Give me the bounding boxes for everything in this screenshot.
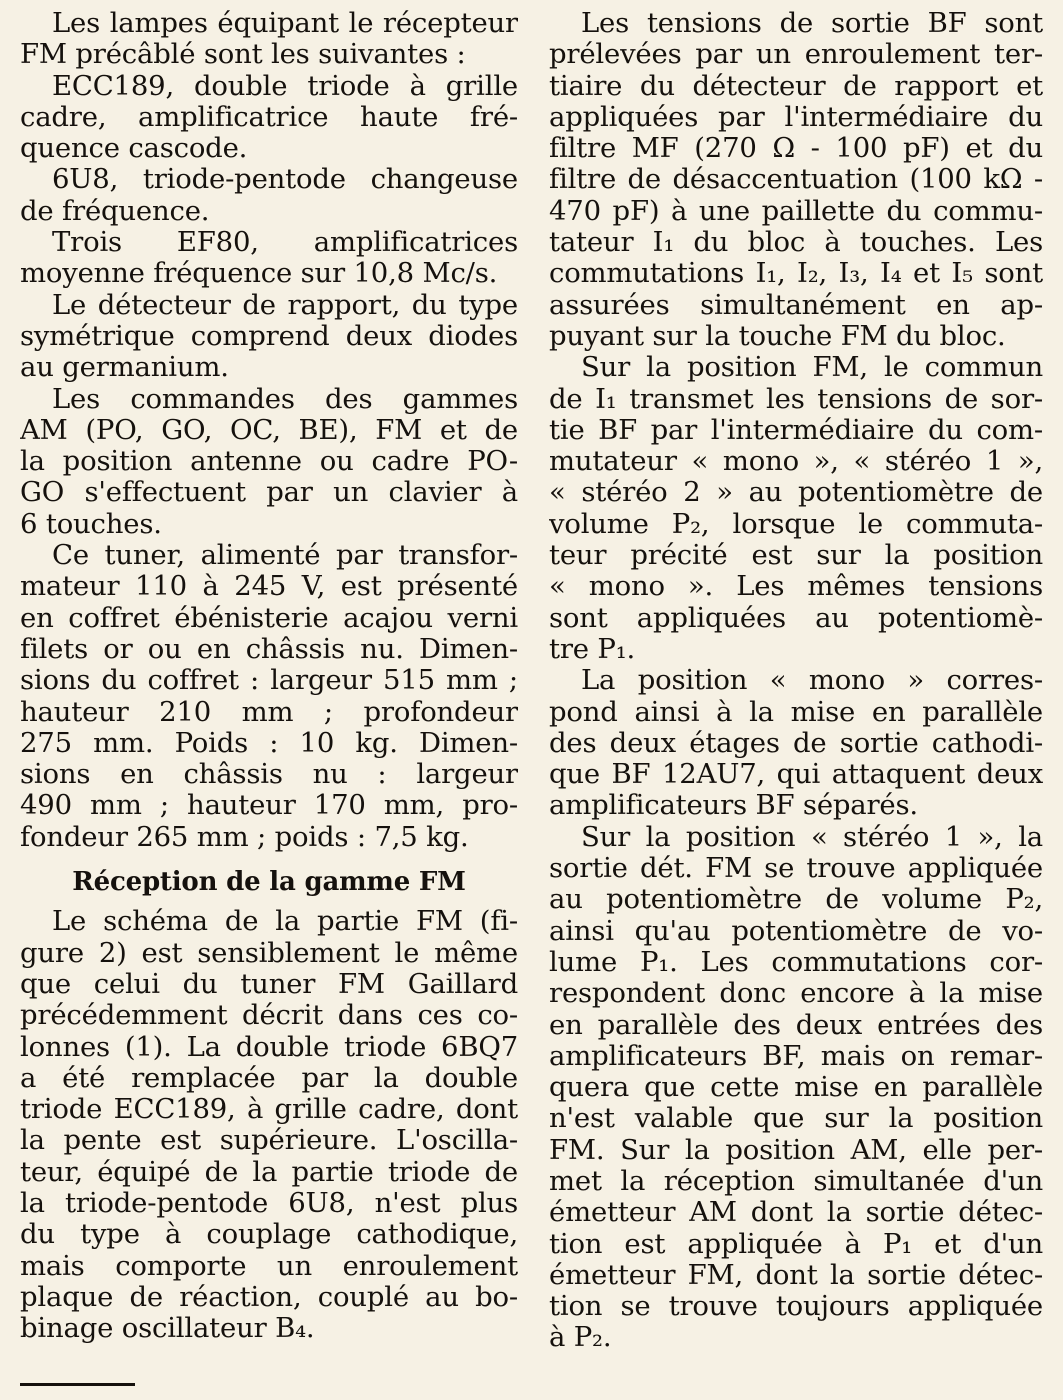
text-line: en parallèle des deux entrées des [549, 1009, 1043, 1041]
text-line: respondent donc encore à la mise [549, 978, 1043, 1010]
text-line: lume P₁. Les commutations cor- [549, 946, 1043, 978]
text-line: des deux étages de sortie cathodi- [549, 727, 1043, 759]
right-column [549, 8, 1043, 1354]
text-line: pond ainsi à la mise en parallèle [549, 696, 1043, 728]
text-line: triode ECC189, à grille cadre, dont [20, 1094, 518, 1126]
text-line: à P₂. [549, 1322, 612, 1354]
text-line: 470 pF) à une paillette du commu- [549, 195, 1043, 227]
text-line: de I₁ transmet les tensions de sor- [549, 383, 1043, 415]
left-column [20, 8, 518, 1344]
text-line: plaque de réaction, couplé au bo- [20, 1281, 518, 1313]
text-line: du type à couplage cathodique, [20, 1219, 518, 1251]
text-line: tiaire du détecteur de rapport et [549, 70, 1043, 102]
text-line: mutateur « mono », « stéréo 1 », [549, 446, 1043, 478]
text-line: Trois EF80, amplificatrices [52, 227, 518, 259]
text-line: au germanium. [20, 352, 229, 384]
text-line: la triode-pentode 6U8, n'est plus [20, 1187, 518, 1219]
text-line: sions du coffret : largeur 515 mm ; [20, 665, 518, 697]
text-line: commutations I₁, I₂, I₃, I₄ et I₅ sont [549, 258, 1043, 290]
text-line: Les commandes des gammes [52, 383, 518, 415]
text-line: la position antenne ou cadre PO- [20, 446, 518, 478]
text-line: Les tensions de sortie BF sont [581, 8, 1043, 39]
text-line: Ce tuner, alimenté par transfor- [52, 540, 518, 572]
text-line: tie BF par l'intermédiaire du com- [549, 414, 1043, 446]
text-line: sont appliquées au potentiomè- [549, 602, 1043, 634]
text-line: met la réception simultanée d'un [549, 1165, 1043, 1197]
text-line: amplificateurs BF séparés. [549, 790, 918, 822]
text-line: amplificateurs BF, mais on remar- [549, 1040, 1043, 1072]
text-line: filtre de désaccentuation (100 kΩ - [549, 164, 1043, 196]
text-line: que BF 12AU7, qui attaquent deux [549, 759, 1043, 791]
text-line: moyenne fréquence sur 10,8 Mc/s. [20, 258, 498, 290]
text-line: filtre MF (270 Ω - 100 pF) et du [549, 133, 1043, 165]
text-line: émetteur FM, dont la sortie détec- [549, 1259, 1043, 1291]
text-line: GO s'effectuent par un clavier à [20, 477, 518, 509]
text-line: ECC189, double triode à grille [52, 70, 518, 102]
text-line: « stéréo 2 » au potentiomètre de [549, 477, 1043, 509]
text-line: 6 touches. [20, 508, 162, 540]
text-line: La position « mono » corres- [581, 665, 1043, 697]
text-line: fondeur 265 mm ; poids : 7,5 kg. [20, 821, 469, 853]
text-line: 275 mm. Poids : 10 kg. Dimen- [20, 727, 518, 759]
text-line: hauteur 210 mm ; profondeur [20, 696, 518, 728]
text-line: mateur 110 à 245 V, est présenté [20, 571, 518, 603]
text-line: en coffret ébénisterie acajou verni [20, 602, 518, 634]
text-line: mais comporte un enroulement [20, 1250, 518, 1282]
text-line: précédemment décrit dans ces co- [20, 1000, 518, 1032]
text-line: ainsi qu'au potentiomètre de vo- [549, 915, 1043, 947]
text-line: Le détecteur de rapport, du type [52, 289, 518, 321]
text-line: lonnes (1). La double triode 6BQ7 [20, 1031, 518, 1063]
text-line: la pente est supérieure. L'oscilla- [20, 1125, 518, 1157]
section-heading: Réception de la gamme FM [72, 867, 466, 898]
text-line: tateur I₁ du bloc à touches. Les [549, 227, 1043, 259]
text-line: 6U8, triode-pentode changeuse [52, 164, 518, 196]
text-line: cadre, amplificatrice haute fré- [20, 101, 518, 133]
text-line: gure 2) est sensiblement le même [20, 937, 518, 969]
text-line: Les lampes équipant le récepteur [52, 8, 518, 39]
text-line: n'est valable que sur la position [549, 1103, 1043, 1135]
text-line: filets or ou en châssis nu. Dimen- [20, 633, 518, 665]
text-line: prélevées par un enroulement ter- [549, 39, 1043, 71]
text-line: 490 mm ; hauteur 170 mm, pro- [20, 790, 518, 822]
text-line: tre P₁. [549, 633, 636, 665]
text-line: FM précâblé sont les suivantes : [20, 39, 466, 71]
text-line: binage oscillateur B₄. [20, 1313, 315, 1345]
text-line: appliquées par l'intermédiaire du [549, 101, 1043, 133]
text-line: teur précité est sur la position [549, 540, 1043, 572]
text-line: quence cascode. [20, 133, 248, 165]
text-line: FM. Sur la position AM, elle per- [549, 1134, 1043, 1166]
text-line: AM (PO, GO, OC, BE), FM et de [20, 414, 518, 446]
text-line: de fréquence. [20, 195, 210, 227]
text-line: tion est appliquée à P₁ et d'un [549, 1228, 1043, 1260]
text-line: teur, équipé de la partie triode de [20, 1156, 518, 1188]
text-line: sions en châssis nu : largeur [20, 759, 518, 791]
text-line: que celui du tuner FM Gaillard [20, 968, 518, 1000]
text-line: sortie dét. FM se trouve appliquée [549, 853, 1043, 885]
text-line: Sur la position « stéréo 1 », la [581, 821, 1043, 853]
text-line: Le schéma de la partie FM (fi- [52, 906, 518, 938]
text-line: émetteur AM dont la sortie détec- [549, 1197, 1043, 1229]
text-line: symétrique comprend deux diodes [20, 320, 518, 352]
text-line: volume P₂, lorsque le commuta- [549, 508, 1043, 540]
text-line: assurées simultanément en ap- [549, 289, 1043, 321]
text-line: « mono ». Les mêmes tensions [549, 571, 1043, 603]
text-line: puyant sur la touche FM du bloc. [549, 320, 1006, 352]
text-line: a été remplacée par la double [20, 1062, 518, 1094]
footnote-rule [20, 1383, 135, 1386]
text-line: au potentiomètre de volume P₂, [549, 884, 1043, 916]
text-line: quera que cette mise en parallèle [549, 1072, 1043, 1104]
text-line: Sur la position FM, le commun [581, 352, 1043, 384]
text-line: tion se trouve toujours appliquée [549, 1291, 1043, 1323]
